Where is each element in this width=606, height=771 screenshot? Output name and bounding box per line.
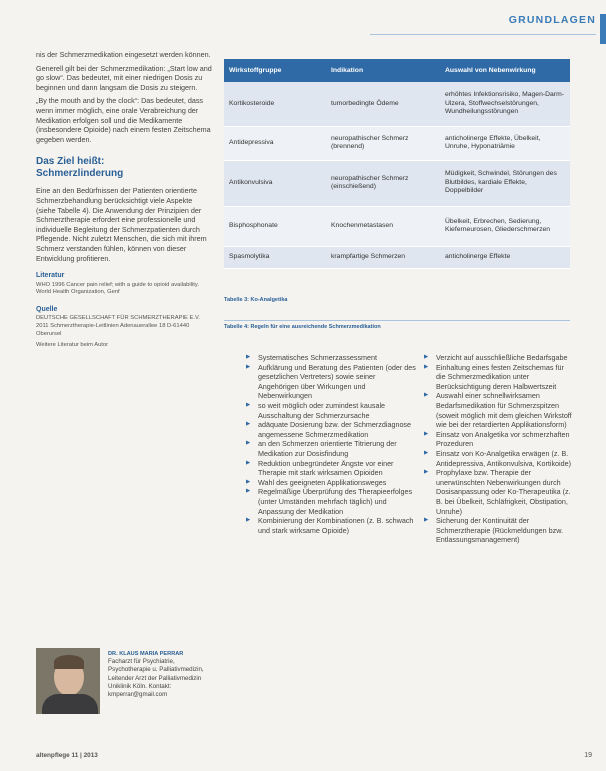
table-row bbox=[224, 82, 570, 126]
table4-caption: Tabelle 4: Regeln für eine ausreichende Schmerzmedikation bbox=[224, 324, 381, 330]
section-heading bbox=[36, 156, 212, 180]
left-column bbox=[36, 50, 212, 350]
list-item: ▶ Prophylaxe bzw. Therapie der unerwünschten Nebenwirkungen durch Dosisanpassung oder Ko-Therapeutika (z. B. bei Übelkeit, Schläfrigkeit, Obstipation, Unruhe) bbox=[424, 468, 574, 516]
table-cell: neuropathischer Schmerz (brennend) bbox=[326, 126, 440, 160]
literature-heading: Literatur bbox=[36, 272, 65, 280]
paragraph: Generell gilt bei der Schmerzmedikation: „Start low and go slow“. Das bedeutet, mit einer niedrigen Dosis zu beginnen und dann langsam die Dosis zu steigern. bbox=[36, 63, 212, 92]
list-item: ▶ Einsatz von Analgetika vor schmerzhaften Prozeduren bbox=[424, 430, 574, 449]
caption-divider bbox=[224, 320, 570, 321]
list-item: ▶ Wahl des geeigneten Applikationsweges bbox=[246, 478, 416, 488]
author-photo bbox=[36, 648, 100, 714]
paragraph: Eine an den Bedürfnissen der Patienten orientierte Schmerzbehandlung berücksichtigt viele Aspekte (siehe Tabelle 4). Die Anwendung der Prinzipien der Schmerztherapie erfordert eine professionelle und individuelle Begleitung der Schmerzpatienten durch Pflegende. Nicht zuletzt Menschen, die sich mit ihrem Schmerz verstanden fühlen, können von dieser Entwicklung profitieren. bbox=[36, 186, 207, 263]
table-row bbox=[224, 206, 570, 246]
list-item: ▶ Systematisches Schmerzassessment bbox=[246, 353, 416, 363]
table-header-row bbox=[224, 59, 570, 82]
paragraph: nis der Schmerzmedikation eingesetzt werden können. bbox=[36, 50, 211, 59]
author-description: Facharzt für Psychiatrie, Psychotherapie u. Palliativmedizin, Leitender Arzt der Palliativmedizin Uniklinik Köln. Kontakt: kmperrar@gmail.com bbox=[108, 658, 204, 699]
list-item: ▶ Reduktion unbegründeter Ängste vor einer Therapie mit stark wirksamen Opioiden bbox=[246, 459, 416, 478]
table-row bbox=[224, 246, 570, 268]
source-text: DEUTSCHE GESELLSCHAFT FÜR SCHMERZTHERAPIE E.V. 2011 Schmerztherapie-Leitlinien Adenauerallee 18 D-61440 Oberursel bbox=[36, 315, 200, 337]
source-heading: Quelle bbox=[36, 305, 58, 313]
table-cell: Übelkeit, Erbrechen, Sedierung, Kieferneurosen, Gliederschmerzen bbox=[440, 206, 570, 246]
journal-footer: altenpflege 11 | 2013 bbox=[36, 752, 98, 759]
heading-line1: Das Ziel heißt: bbox=[36, 156, 105, 168]
list-item: ▶ an den Schmerzen orientierte Titrierung der Medikation zur Dosisfindung bbox=[246, 439, 416, 458]
literature-text: WHO 1996 Cancer pain relief; with a guide to opioid availability. World Health Organization, Genf bbox=[36, 281, 199, 296]
heading-line2: Schmerzlinderung bbox=[36, 168, 124, 180]
table-cell: neuropathischer Schmerz (einschießend) bbox=[326, 160, 440, 206]
author-body bbox=[42, 694, 98, 714]
coanalgetics-table bbox=[224, 59, 570, 269]
page-number: 19 bbox=[584, 752, 592, 759]
table-cell: Spasmolytika bbox=[224, 246, 326, 268]
table-cell: Antidepressiva bbox=[224, 126, 326, 160]
table-cell: Kortikosteroide bbox=[224, 82, 326, 126]
table-row bbox=[224, 160, 570, 206]
table-cell: Bisphosphonate bbox=[224, 206, 326, 246]
table-cell: Antikonvulsiva bbox=[224, 160, 326, 206]
paragraph: „By the mouth and by the clock“: Das bedeutet, dass wenn immer möglich, eine orale Verabreichung der Medikation erfolgen soll und die Medikamente (insbesondere Opioide) nach einem festen Zeitschema gegeben werden. bbox=[36, 96, 211, 144]
table-cell: erhöhtes Infektionsrisiko, Magen-Darm-Ulzera, Stoffwechselstörungen, Wundheilungsstörungen bbox=[440, 82, 570, 126]
section-header: GRUNDLAGEN bbox=[508, 14, 596, 26]
header-divider bbox=[370, 34, 596, 35]
table-cell: anticholinerge Effekte, Übelkeit, Unruhe, Hyponatriämie bbox=[440, 126, 570, 160]
author-name: DR. KLAUS MARIA PERRAR bbox=[108, 651, 184, 657]
table-cell: tumorbedingte Ödeme bbox=[326, 82, 440, 126]
table-cell: anticholinerge Effekte bbox=[440, 246, 570, 268]
table-header-cell: Indikation bbox=[326, 59, 440, 82]
list-item: ▶ Einhaltung eines festen Zeitschemas für die Schmerzmedikation unter Berücksichtigung deren Halbwertszeit bbox=[424, 363, 574, 392]
rules-list-right bbox=[424, 353, 574, 545]
table-cell: Knochenmetastasen bbox=[326, 206, 440, 246]
table-header-cell: Wirkstoffgruppe bbox=[224, 59, 326, 82]
list-item: ▶ Aufklärung und Beratung des Patienten (oder des gesetzlichen Vertreters) sowie seiner Angehörigen über Wirkungen und Nebenwirkungen bbox=[246, 363, 416, 401]
list-item: ▶ Einsatz von Ko-Analgetika erwägen (z. B. Antidepressiva, Antikonvulsiva, Kortikoide) bbox=[424, 449, 574, 468]
table-header-cell: Auswahl von Nebenwirkung bbox=[440, 59, 570, 82]
table-cell: Müdigkeit, Schwindel, Störungen des Blutbildes, kardiale Effekte, Doppelbilder bbox=[440, 160, 570, 206]
list-item: ▶ Sicherung der Kontinuität der Schmerztherapie (Rückmeldungen bzw. Entlassungsmanagement) bbox=[424, 516, 574, 545]
table3-caption: Tabelle 3: Ko-Analgetika bbox=[224, 297, 288, 303]
more-literature-note: Weitere Literatur beim Autor bbox=[36, 342, 109, 349]
list-item: ▶ so weit möglich oder zumindest kausale Ausschaltung der Schmerzursache bbox=[246, 401, 416, 420]
list-item: ▶ Verzicht auf ausschließliche Bedarfsgabe bbox=[424, 353, 574, 363]
author-hair bbox=[54, 655, 84, 669]
author-bio bbox=[108, 650, 208, 699]
header-accent-bar bbox=[600, 14, 606, 44]
list-item: ▶ Kombinierung der Kombinationen (z. B. schwach und stark wirksame Opioide) bbox=[246, 516, 416, 535]
list-item: ▶ Regelmäßige Überprüfung des Therapieerfolges (unter Umständen mehrfach täglich) und Anpassung der Medikation bbox=[246, 487, 416, 516]
list-item: ▶ Auswahl einer schnellwirksamen Bedarfsmedikation für Schmerzspitzen (soweit möglich mit dem gleichen Wirkstoff wie bei der retardierten Applikationsform) bbox=[424, 391, 574, 429]
table-cell: krampfartige Schmerzen bbox=[326, 246, 440, 268]
rules-list-left bbox=[246, 353, 416, 535]
table-row bbox=[224, 126, 570, 160]
list-item: ▶ adäquate Dosierung bzw. der Schmerzdiagnose angemessene Schmerzmedikation bbox=[246, 420, 416, 439]
